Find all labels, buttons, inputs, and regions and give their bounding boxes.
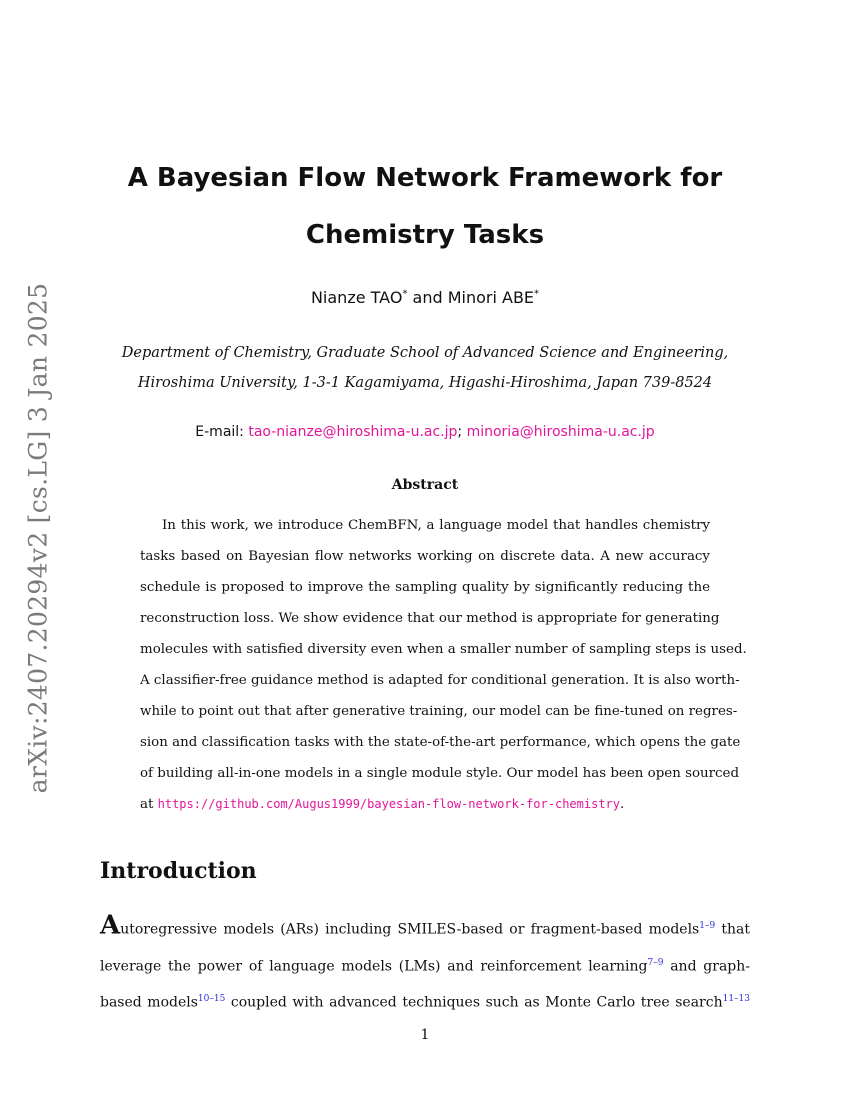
email-label: E-mail:: [195, 424, 249, 440]
title-line-2: Chemistry Tasks: [305, 220, 545, 250]
abstract-last-line: [140, 789, 710, 820]
abstract-last-prefix: at: [140, 797, 158, 812]
email-separator: ;: [457, 424, 467, 440]
citation-ref[interactable]: 1–9: [699, 921, 716, 931]
abstract-heading: Abstract: [391, 477, 459, 493]
intro-text: leverage the power of language models (LMs) and reinforcement learning: [100, 958, 648, 975]
affiliation-line-2: Hiroshima University, 1-3-1 Kagamiyama, Higashi-Hiroshima, Japan 739-8524: [137, 375, 713, 391]
abstract-line: reconstruction loss. We show evidence that our method is appropriate for generating: [140, 611, 720, 626]
author-conjunction: and: [407, 288, 448, 307]
intro-text: that: [715, 921, 750, 938]
abstract-body: [140, 510, 747, 820]
intro-text: based models: [100, 994, 198, 1011]
abstract-line: molecules with satisfied diversity even when a smaller number of sampling steps is used.: [140, 642, 747, 657]
intro-line-3: [100, 983, 750, 1020]
intro-line-2: [100, 947, 750, 984]
author-list: [0, 288, 850, 307]
affiliation-line-1: Department of Chemistry, Graduate School of Advanced Science and Engineering,: [121, 345, 729, 361]
abstract-line: while to point out that after generative training, our model can be fine-tuned on regres-: [140, 704, 738, 719]
corresponding-mark-1: *: [402, 288, 408, 300]
abstract-line: A classifier-free guidance method is adapted for conditional generation. It is also worth-: [140, 673, 740, 688]
email-link-1[interactable]: tao-nianze@hiroshima-u.ac.jp: [248, 424, 458, 440]
citation-ref[interactable]: 10–15: [197, 994, 226, 1005]
intro-text: coupled with advanced techniques such as Monte Carlo tree search: [225, 994, 723, 1011]
abstract-line: In this work, we introduce ChemBFN, a language model that handles chemistry: [162, 518, 710, 533]
email-link-2[interactable]: minoria@hiroshima-u.ac.jp: [466, 424, 655, 440]
drop-cap: A: [100, 910, 121, 941]
citation-ref[interactable]: 7–9: [647, 957, 664, 968]
corresponding-mark-2: *: [534, 288, 540, 300]
intro-text: utoregressive models (ARs) including SMILES-based or fragment-based models: [120, 921, 700, 938]
author-2: Minori ABE: [447, 288, 535, 307]
intro-text: and graph-: [663, 958, 751, 975]
abstract-line: schedule is proposed to improve the sampling quality by significantly reducing the: [140, 580, 710, 595]
abstract-last-suffix: .: [620, 797, 625, 812]
arxiv-stamp: arXiv:2407.20294v2 [cs.LG] 3 Jan 2025: [23, 282, 53, 794]
email-block: [0, 424, 850, 440]
paper-title: [0, 150, 850, 264]
citation-ref[interactable]: 11–13: [722, 994, 750, 1005]
abstract-line: tasks based on Bayesian flow networks working on discrete data. A new accuracy: [140, 549, 710, 564]
title-line-1: A Bayesian Flow Network Framework for: [127, 163, 723, 193]
github-link[interactable]: https://github.com/Augus1999/bayesian-flow-network-for-chemistry: [157, 797, 620, 811]
affiliation: [0, 338, 850, 398]
introduction-heading: Introduction: [100, 858, 257, 884]
intro-line-1: [100, 910, 750, 947]
abstract-line: of building all-in-one models in a single module style. Our model has been open sourced: [140, 766, 740, 781]
page-number: 1: [420, 1027, 430, 1043]
introduction-body: [100, 910, 750, 1020]
author-1: Nianze TAO: [310, 288, 403, 307]
abstract-line: sion and classification tasks with the state-of-the-art performance, which opens the gate: [140, 735, 741, 750]
